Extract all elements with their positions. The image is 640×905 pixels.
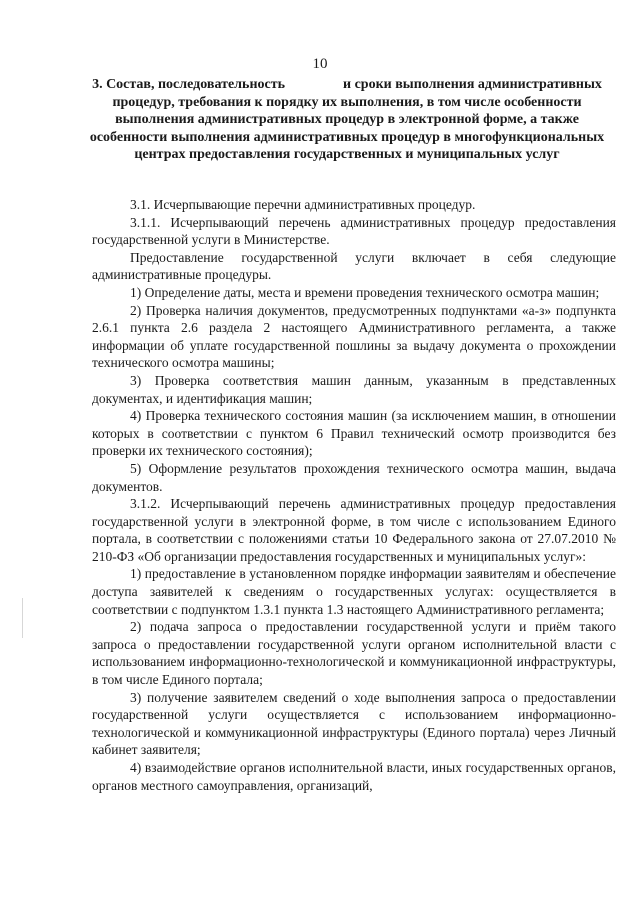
- paragraph-3-1-1: 3.1.1. Исчерпывающий перечень административных процедур предоставления государственной услуги в Министерстве.: [92, 214, 616, 248]
- section-heading-part2: и сроки выполнения административных процедур, требования к порядку их выполнения, в том числе особенности выполнения административных процедур в электронной форме, а также особенности выполнения административных процедур в многофункциональных центрах предоставления государственных и муниципальных услуг: [89, 77, 605, 162]
- electronic-item-1: 1) предоставление в установленном порядке информации заявителям и обеспечение доступа заявителей к сведениям о государственных услугах: осуществляется в соответствии с подпунктом 1.3.1 пункта 1.3 настоящего Административного регламента;: [92, 566, 616, 617]
- list-item-4: 4) Проверка технического состояния машин (за исключением машин, в отношении которых в соответствии с пунктом 6 Правил технический осмотр производится без проверки их технического состояния);: [92, 408, 616, 459]
- list-item-1: 1) Определение даты, места и времени проведения технического осмотра машин;: [130, 284, 600, 300]
- page-number: 10: [312, 56, 328, 72]
- electronic-item-4: 4) взаимодействие органов исполнительной власти, иных государственных органов, органов местного самоуправления, организаций,: [92, 760, 616, 793]
- scan-margin-mark: [22, 598, 23, 638]
- list-item-2: 2) Проверка наличия документов, предусмотренных подпунктами «а-з» подпункта 2.6.1 пункта 2.6 раздела 2 настоящего Административного регламента, а также информации об уплате государственной пошлины за выдачу документа о прохождении технического осмотра машины;: [92, 302, 616, 371]
- paragraph-intro: Предоставление государственной услуги включает в себя следующие административные процедуры.: [92, 249, 616, 283]
- paragraph-3-1-2: 3.1.2. Исчерпывающий перечень административных процедур предоставления государственной услуги в электронной форме, в том числе с использованием Единого портала, в соответствии с положениями статьи 10 Федерального закона от 27.07.2010 № 210-ФЗ «Об организации предоставления государственных и муниципальных услуг»:: [92, 496, 616, 564]
- document-body: [92, 196, 616, 794]
- electronic-item-3: 3) получение заявителем сведений о ходе выполнения запроса о предоставлении государственной услуги осуществляется с использованием информационно-технологической и коммуникационной инфраструктуры (Единого портала) через Личный кабинет заявителя;: [92, 689, 616, 758]
- electronic-item-2: 2) подача запроса о предоставлении государственной услуги и приём такого запроса о предоставлении государственной услуги органом исполнительной власти с использованием информационно-технологической и коммуникационной инфраструктуры, в том числе Единого портала;: [92, 619, 616, 688]
- paragraph-3-1: 3.1. Исчерпывающие перечни административных процедур.: [130, 197, 476, 212]
- list-item-3: 3) Проверка соответствия машин данным, указанным в представленных документах, и идентификация машин;: [92, 372, 616, 406]
- list-item-5: 5) Оформление результатов прохождения технического осмотра машин, выдача документов.: [92, 460, 616, 494]
- section-heading-part1: 3. Состав, последовательность: [92, 77, 285, 92]
- section-heading: [80, 76, 614, 164]
